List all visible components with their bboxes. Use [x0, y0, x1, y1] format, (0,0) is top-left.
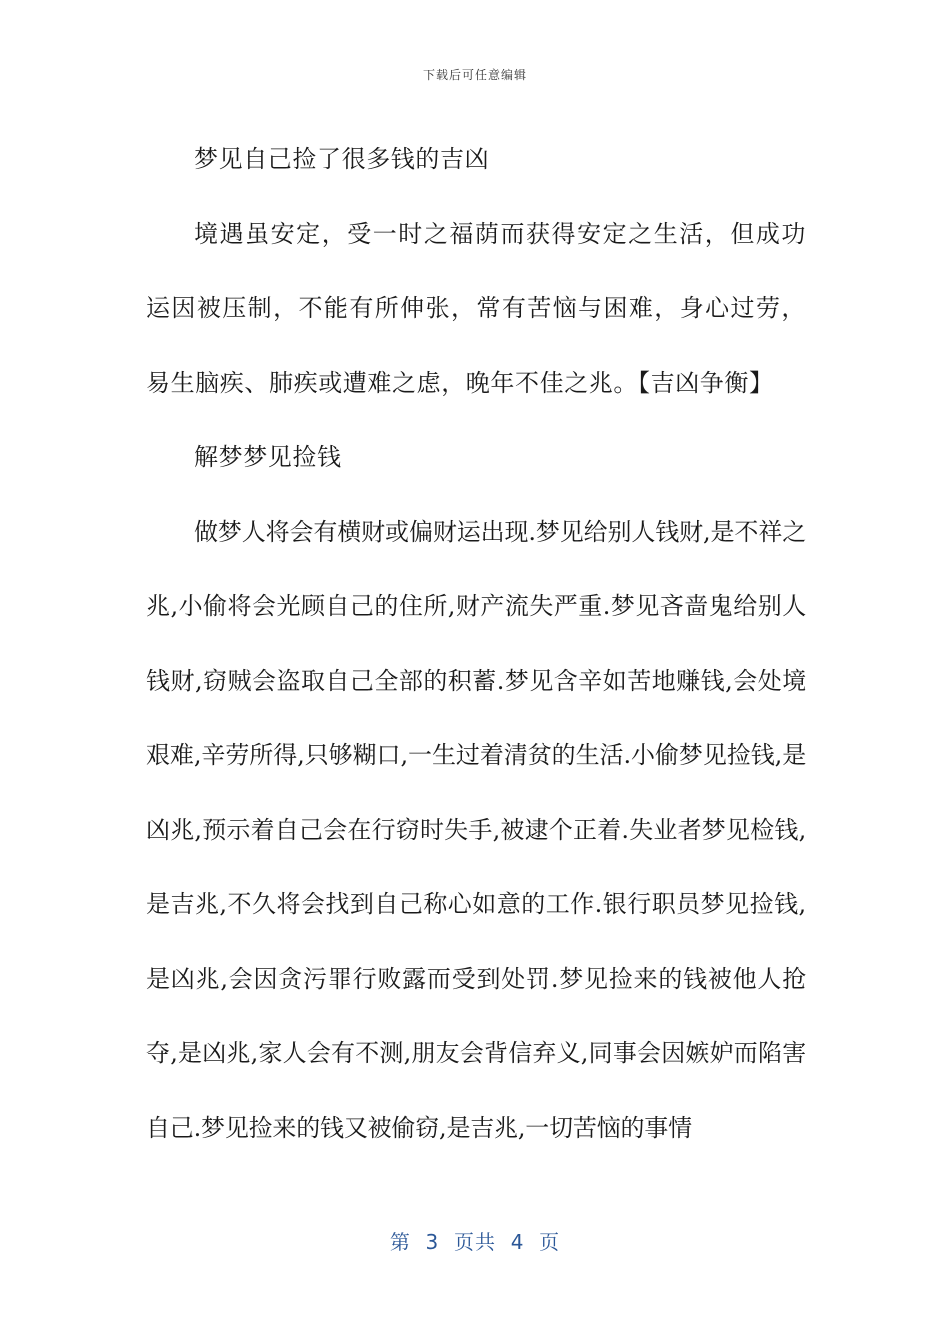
paragraph-interpretation: 做梦人将会有横财或偏财运出现.梦见给别人钱财,是不祥之兆,小偷将会光顾自己的住所,财产流失严重.梦见吝啬鬼给别人钱财,窃贼会盗取自己全部的积蓄.梦见含辛如苦地赚钱,会处境艰难,辛劳所得,只够糊口,一生过着清贫的生活.小偷梦见捡钱,是凶兆,预示着自己会在行窃时失手,被逮个正着.失业者梦见检钱,是吉兆,不久将会找到自己称心如意的工作.银行职员梦见捡钱,是凶兆,会因贪污罪行败露而受到处罚.梦见捡来的钱被他人抢夺,是凶兆,家人会有不测,朋友会背信弃义,同事会因嫉妒而陷害自己.梦见捡来的钱又被偷窃,是吉兆,一切苦恼的事情 [146, 517, 806, 1142]
page-header: 下载后可任意编辑 [422, 68, 527, 82]
paragraph-subtitle: 解梦梦见捡钱 [194, 443, 342, 471]
paragraph-title: 梦见自己捡了很多钱的吉凶 [194, 145, 490, 173]
paragraph-fortune: 境遇虽安定，受一时之福荫而获得安定之生活，但成功运因被压制，不能有所伸张，常有苦恼与困难，身心过劳，易生脑疾、肺疾或遭难之虑，晚年不佳之兆。【吉凶争衡】 [146, 219, 806, 397]
page-number-footer: 第 3 页共 4 页 [389, 1230, 561, 1254]
document-body [146, 122, 806, 1165]
